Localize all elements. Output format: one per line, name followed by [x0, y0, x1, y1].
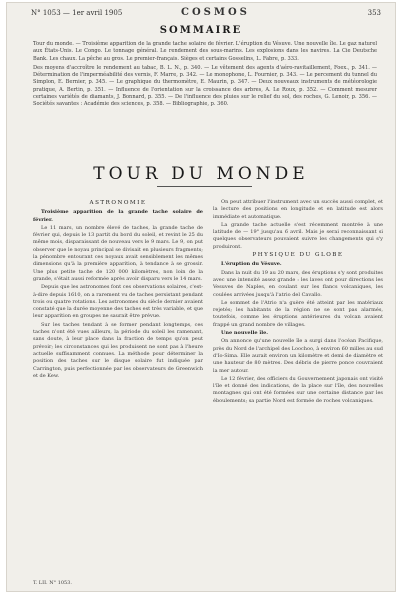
paragraph: Depuis que les astronomes font ces observations solaires, c'est-à-dire depuis 1610, on a rarement vu de taches persistant pendant trois ou quatre rotations. Les astronomes du siècle dernier avaient constaté que la durée moyenne des taches est très variable, et que leur apparition en groupes ne saurait être prévue. — [33, 284, 203, 320]
section-title: TOUR DU MONDE — [93, 164, 309, 184]
article-title: L'éruption du Vésuve. — [221, 261, 282, 268]
summary-heading: SOMMAIRE — [159, 25, 243, 36]
paragraph: Sur les taches tendant à se former pendant longtemps, ces taches n'ont été vues ailleurs, la période du soleil les ramenant, sans doute, à leur place dans la fraction de temps qu'on peut prévoir; les circonstances qui les produisent ne sont pas à l'heure actuelle suffisamment connues. La méthode pour déterminer la position des taches sur le disque solaire fut indiquée par Carrington, puis perfectionnée par les observateurs de Greenwich et de Kew. — [33, 321, 203, 379]
title-rule — [157, 186, 252, 187]
paragraph: Le 11 mars, un nombre élevé de taches, la grande tache de février qui, depuis le 13 partit du bord du soleil, et revint le 25 du même mois, disparaissant de nouveau vers le 9 mars. Le 9, on put observer que le noyau principal se divisait en plusieurs fragments; la pénombre entourant ces noyaux avait sensiblement les mêmes dimensions qu'à la première apparition, à tendance à se grossir. Une plus petite tache de 120 000 kilomètres, non loin de la grande, s'était aussi reformée après avoir disparu vers le 14 mars. — [33, 224, 203, 282]
right-column — [213, 199, 383, 579]
section-heading-physique: PHYSIQUE DU GLOBE — [252, 252, 344, 259]
paragraph: La grande tache actuelle s'est récemment montrée à une latitude de — 19° jusqu'au 6 avril. Mais je serai reconnaissant si quelques observateurs pouvaient suivre les changements qui s'y produiront. — [213, 221, 383, 250]
summary-entry: Tour du monde. — Troisième apparition de la grande tache solaire de février. L'éruption du Vésuve. Une nouvelle île. Le gaz naturel aux États-Unis. Le Congo. Le tonnage général. Le rendement des sous-marins. Les explosions dans les navires. La Cie Deutsche Bank. Les chaux. La pêche au gros. Le premier-français. Sièges et certains Gosselins, L. Fabre, p. 333. — [33, 41, 377, 62]
paragraph: Dans la nuit du 19 au 20 mars, des éruptions s'y sont produites avec une intensité assez grande : les laves ont pour directions les Vesuves de Naples, en coulant sur les flancs volcaniques, les coulées arrivées jusqu'à l'atrio del Cavallo. — [213, 269, 383, 298]
left-column — [33, 199, 203, 579]
paragraph: On peut attribuer l'instrument avec un succès aussi complet, et la lecture des positions en longitude et en latitude est alors immédiate et automatique. — [213, 199, 383, 220]
journal-name: COSMOS — [181, 7, 250, 18]
magazine-page — [6, 2, 396, 592]
summary-block — [33, 41, 377, 111]
paragraph: Le 12 février, des officiers du Gouvernement japonais ont visité l'île et donné des indications, de la place sur l'île, des nouvelles montagnes qui ont été formées sur une certaine distance par les éboulements; sa partie Nord est formée de roches volcaniques. — [213, 375, 383, 404]
running-header — [31, 7, 381, 19]
article-title: Troisième apparition de la grande tache solaire de février. — [33, 209, 203, 223]
summary-entry: Des moyens d'accroître le rendement au tabac, B. L. N., p. 340. — Le vêtement des agents d'aéro-ravitaillement, Foex., p. 341. — Détermination de l'imperméabilité des vernis, F. Marre, p. 342. — Le monophone, L. Fournier, p. 343. — Le percement du tunnel du Simplon, E. Bernier, p. 345. — Le graphique du thermomètre, E. Maurin, p. 347. — Deux nouveaux instruments de météorologie pratique, A. Bertin, p. 351. — Influence de l'orientation sur la croissance des arbres, A. Le Roux, p. 352. — Comment mesurer certaines variétés de diamants, J. Bonnard, p. 355. — De l'influence des pluies sur le relief du sol, des roches, G. Lenoir, p. 356. — Sociétés savantes : Académie des sciences, p. 358. — Bibliographie, p. 360. — [33, 64, 377, 108]
section-heading-astronomie: ASTRONOMIE — [89, 200, 147, 206]
article-title: Une nouvelle île. — [221, 330, 269, 337]
page-footer: T. LII. N° 1053. — [33, 580, 73, 586]
page-number: 353 — [367, 9, 381, 17]
paragraph: Le sommet de l'Atrio n'a guère été atteint par les matériaux rejetés; les habitants de la région ne se sont pas alarmés, toutefois, comme les éruptions antérieures du volcan avaient frappé un grand nombre de villages. — [213, 299, 383, 328]
issue-number: N° 1053 — 1er avril 1905 — [31, 9, 123, 17]
paragraph: On annonce qu'une nouvelle île a surgi dans l'océan Pacifique, près du Nord de l'archipel des Loochoo, à environ 60 milles au sud d'Io-Sima. Elle aurait environ un kilomètre et demi de diamètre et une hauteur de 80 mètres. Des débris de pierre ponce couvraient la mer autour. — [213, 338, 383, 374]
